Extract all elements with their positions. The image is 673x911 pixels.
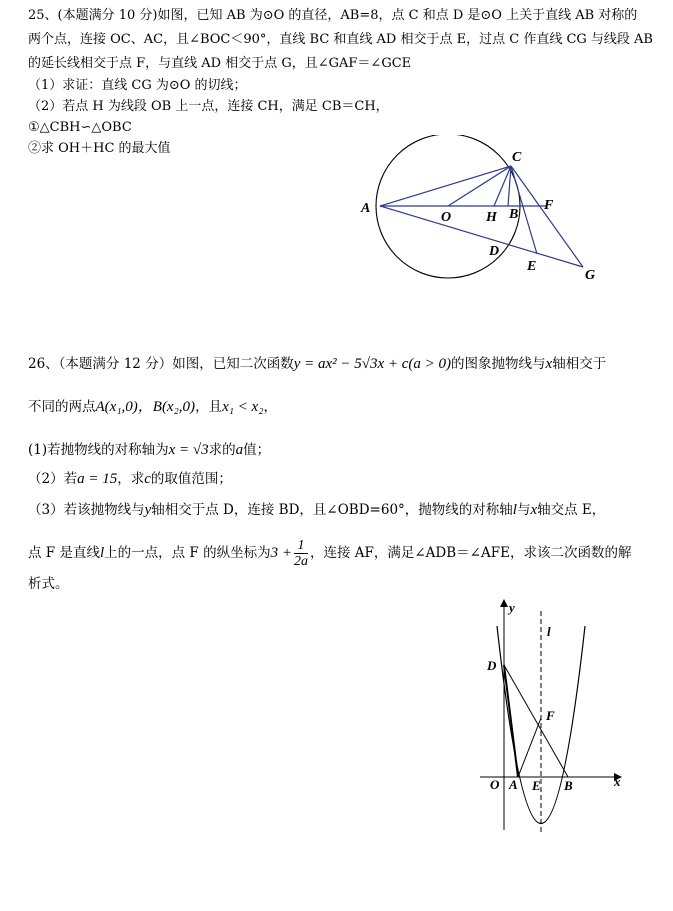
q25-sub1: ①△CBH∽△OBC [28,120,132,135]
label-b: B [509,207,519,222]
points-ab: A(x₁,0)，B(x₂,0) [95,399,196,415]
q25-part2: （2）若点 H 为线段 OB 上一点，连接 CH，满足 CB＝CH， [28,99,389,114]
line-af-26 [518,718,541,777]
q25-line2: 两个点，连接 OC、AC，且∠BOC＜90°，直线 BC 和直线 AD 相交于点 E，过点 C 作直线 CG 与线段 AB [28,32,653,47]
label-x: x [614,774,621,789]
function-expression: y = ax² − 5√3x + c(a > 0) [293,356,452,372]
label-y: y [509,600,515,615]
q26-part2: （2）若a = 15，求c的取值范围； [28,471,232,487]
label-b26: B [564,778,573,793]
q26-part3: （3）若该抛物线与y轴相交于点 D，连接 BD，且∠OBD=60°，抛物线的对称轴l与x轴交点 E， [28,502,606,518]
q26-part3-cont: 点 F 是直线l上的一点，点 F 的纵坐标为3 + $\frac{1}{2a}$ ，连接 AF，满足∠ADB＝∠AFE，求该二次函数的解 [28,538,632,569]
label-f: F [544,198,554,213]
label-a: A [361,201,371,216]
label-d: D [489,244,500,259]
fraction: $\frac{1}{2a}$ [293,538,308,569]
q25-figure [355,135,615,285]
label-e: E [527,259,537,274]
q26-line2: 不同的两点A(x₁,0)，B(x₂,0)，且x₁ < x₂， [28,399,277,415]
line-db [504,665,568,777]
label-l: l [547,624,551,639]
label-a26: A [509,777,518,792]
q26-part1: (1)若抛物线的对称轴为x = √3求的a值； [28,442,271,458]
label-e26: E [532,778,541,793]
q25-part1: （1）求证：直线 CG 为⊙O 的切线； [28,78,247,93]
q25-sub2: ②求 OH＋HC 的最大值 [28,141,171,156]
q26-header: 26、（本题满分 12 分）如图，已知二次函数y = ax² − 5√3x + c(a > 0)的图象抛物线与x轴相交于 [28,356,607,372]
label-g: G [585,268,596,283]
q26-figure [475,595,635,840]
label-h: H [486,210,497,225]
line-da [504,665,518,777]
q26-line-end: 析式。 [28,576,69,592]
line-ac [380,166,511,206]
q25-header: 25、(本题满分 10 分)如图，已知 AB 为⊙O 的直径，AB=8，点 C 和点 D 是⊙O 上关于直线 AB 对称的 [28,8,638,23]
line-oc [448,166,511,206]
label-c: C [512,150,522,165]
label-f26: F [546,708,555,723]
line-ag [380,206,583,267]
q25-line3: 的延长线相交于点 F，与直线 AD 相交于点 G，且∠GAF＝∠GCE [28,56,412,71]
line-cg [511,166,583,267]
label-o: O [441,210,452,225]
label-o26: O [490,777,500,792]
label-d26: D [487,658,497,673]
